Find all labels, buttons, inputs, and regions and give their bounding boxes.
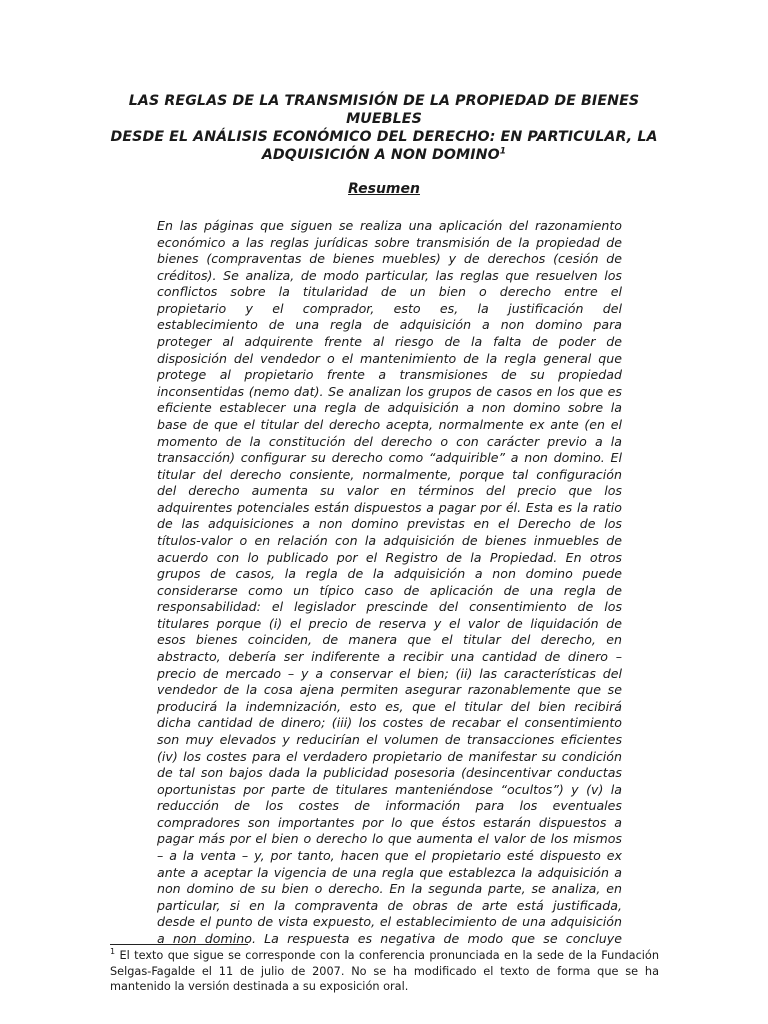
abstract-line: de las adquisiciones a non domino previstas en el Derecho de los [157,516,622,532]
abstract-line: esos bienes coinciden, de manera que el titular del derecho, en [157,632,622,648]
footnote-line [110,948,659,964]
abstract-line: títulos-valor o en relación con la adquisición de bienes inmuebles de [157,532,622,548]
abstract-line: a non domino. La respuesta es negativa de modo que se concluye [157,930,622,946]
footnote-line-text: El texto que sigue se corresponde con la conferencia pronunciada en la sede de la Fundación [115,949,659,962]
footnote [110,948,659,995]
abstract-line: desde el punto de vista expuesto, el establecimiento de una adquisición [157,914,622,930]
document-title [110,92,658,164]
abstract-line: eficiente establecer una regla de adquisición a non domino sobre la [157,400,622,416]
abstract-line: adquirentes potenciales están dispuestos a pagar por él. Esta es la ratio [157,499,622,515]
abstract-line: grupos de casos, la regla de la adquisición a non domino puede [157,566,622,582]
abstract-line: propietario y el comprador, esto es, la justificación del [157,300,622,316]
abstract-line: proteger al adquirente frente al riesgo de la falta de poder de [157,334,622,350]
abstract-line: En las páginas que siguen se realiza una aplicación del razonamiento [157,218,622,233]
abstract-line: acuerdo con lo publicado por el Registro de la Propiedad. En otros [157,549,622,565]
abstract-body [157,218,622,947]
abstract-line: ante a aceptar la vigencia de una regla que establezca la adquisición a [157,864,622,880]
abstract-line: abstracto, debería ser indiferente a recibir una cantidad de dinero – [157,649,622,665]
title-line-text: ADQUISICIÓN A NON DOMINO [261,147,500,163]
abstract-line: son muy elevados y reducirían el volumen de transacciones eficientes [157,731,622,747]
title-line: LAS REGLAS DE LA TRANSMISIÓN DE LA PROPIEDAD DE BIENES MUEBLES [128,93,640,127]
abstract-line: considerarse como un típico caso de aplicación de una regla de [157,582,622,598]
abstract-line: del derecho aumenta su valor en términos del precio que los [157,483,622,499]
abstract-line: establecimiento de una regla de adquisición a non domino para [157,317,622,333]
footnote-line: Selgas-Fagalde el 11 de julio de 2007. No se ha modificado el texto de forma que se ha [110,964,659,978]
abstract-line: oportunistas por parte de titulares manteniéndose “ocultos”) y (v) la [157,781,622,797]
abstract-line: vendedor de la cosa ajena permiten asegurar razonablemente que se [157,682,622,698]
title-line [110,146,658,164]
abstract-line: (iv) los costes para el verdadero propietario de manifestar su condición [157,748,622,764]
footnote-separator [110,944,248,945]
abstract-line: de tal son bajos dada la publicidad posesoria (desincentivar conductas [157,765,622,781]
abstract-line: precio de mercado – y a conservar el bien; (ii) las características del [157,665,622,681]
abstract-line: conflictos sobre la titularidad de un bien o derecho entre el [157,284,622,300]
footnote-line: mantenido la versión destinada a su exposición oral. [110,980,409,993]
title-footnote-marker[interactable]: 1 [499,146,507,157]
abstract-line: protege al propietario frente a transmisiones de su propiedad [157,367,622,383]
abstract-line: titular del derecho consiente, normalmente, porque tal configuración [157,466,622,482]
abstract-line: producirá la indemnización, esto es, que el titular del bien recibirá [157,698,622,714]
abstract-line: responsabilidad: el legislador prescinde del consentimiento de los [157,599,622,615]
abstract-line: momento de la constitución del derecho o con carácter previo a la [157,433,622,449]
abstract-line: créditos). Se analiza, de modo particular, las reglas que resuelven los [157,267,622,283]
abstract-line: – a la venta – y, por tanto, hacen que el propietario esté dispuesto ex [157,847,622,863]
abstract-line: pagar más por el bien o derecho lo que aumenta el valor de los mismos [157,831,622,847]
abstract-line: transacción) configurar su derecho como “adquirible” a non domino. El [157,450,622,466]
abstract-line: dicha cantidad de dinero; (iii) los costes de recabar el consentimiento [157,715,622,731]
abstract-line: reducción de los costes de información para los eventuales [157,798,622,814]
abstract-line: compradores son importantes por lo que éstos estarán dispuestos a [157,814,622,830]
abstract-line: disposición del vendedor o el mantenimiento de la regla general que [157,350,622,366]
footnote-marker: 1 [110,947,116,957]
title-line: DESDE EL ANÁLISIS ECONÓMICO DEL DERECHO: EN PARTICULAR, LA [110,129,658,145]
abstract-line: titulares porque (i) el precio de reserva y el valor de liquidación de [157,615,622,631]
abstract-line: inconsentidas (nemo dat). Se analizan los grupos de casos en los que es [157,383,622,399]
abstract-line: non domino de su bien o derecho. En la segunda parte, se analiza, en [157,881,622,897]
abstract-line: económico a las reglas jurídicas sobre transmisión de la propiedad de [157,234,622,250]
abstract-line: base de que el titular del derecho acepta, normalmente ex ante (en el [157,416,622,432]
section-heading: Resumen [348,181,420,197]
abstract-line: particular, si en la compraventa de obras de arte está justificada, [157,897,622,913]
abstract-line: bienes (compraventas de bienes muebles) y de derechos (cesión de [157,251,622,267]
